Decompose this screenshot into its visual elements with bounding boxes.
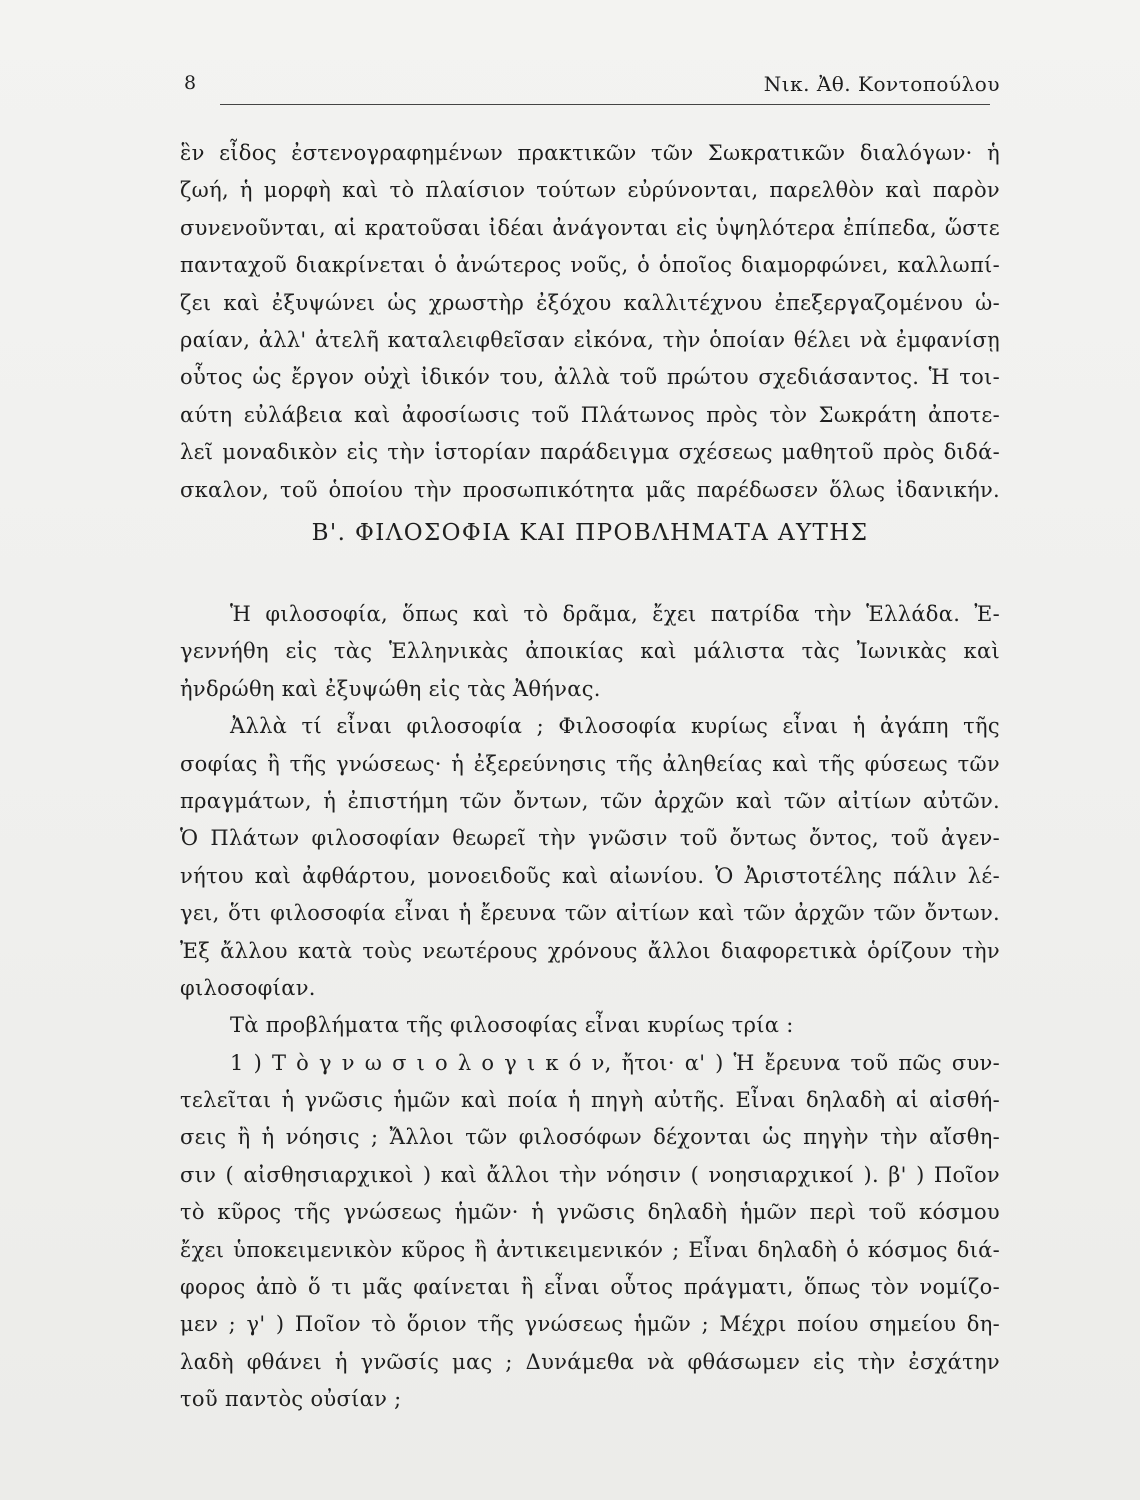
text-line: τελεῖται ἡ γνῶσις ἡμῶν καὶ ποία ἡ πηγὴ αὐτῆς. Εἶναι δηλαδὴ αἱ αἰσθή-	[180, 1088, 1000, 1113]
text-line: Ἡ φιλοσοφία, ὅπως καὶ τὸ δρᾶμα, ἔχει πατρίδα τὴν Ἑλλάδα. Ἐ-	[230, 602, 1000, 626]
text-line: ἔχει ὑποκειμενικὸν κῦρος ἢ ἀντικειμενικόν ; Εἶναι δηλαδὴ ὁ κόσμος διά-	[180, 1237, 1000, 1262]
text-line: ἓν εἶδος ἐστενογραφημένων πρακτικῶν τῶν Σωκρατικῶν διαλόγων· ἡ	[180, 141, 1000, 165]
text-line: Ἐξ ἄλλου κατὰ τοὺς νεωτέρους χρόνους ἄλλοι διαφορετικὰ ὁρίζουν τὴν	[180, 938, 1000, 963]
paragraph-continuation	[180, 135, 1000, 509]
text-line: μεν ; γ' ) Ποῖον τὸ ὅριον τῆς γνώσεως ἡμῶν ; Μέχρι ποίου σημείου δη-	[180, 1312, 1000, 1337]
page-number: 8	[184, 72, 197, 94]
text-line: σιν ( αἰσθησιαρχικοὶ ) καὶ ἄλλοι τὴν νόησιν ( νοησιαρχικοί ). β' ) Ποῖον	[180, 1162, 1000, 1187]
text-line: γει, ὅτι φιλοσοφία εἶναι ἡ ἔρευνα τῶν αἰτίων καὶ τῶν ἀρχῶν τῶν ὄντων.	[180, 901, 1000, 926]
section-body	[180, 596, 1000, 1419]
text-line: πραγμάτων, ἡ ἐπιστήμη τῶν ὄντων, τῶν ἀρχῶν καὶ τῶν αἰτίων αὐτῶν.	[180, 788, 1000, 813]
header-rule	[220, 104, 990, 105]
running-title: Νικ. Ἀθ. Κοντοπούλου	[763, 72, 1000, 96]
text-line: οὗτος ὡς ἔργον οὐχὶ ἰδικόν του, ἀλλὰ τοῦ πρώτου σχεδιάσαντος. Ἡ τοι-	[180, 365, 1000, 390]
text-line: σοφίας ἢ τῆς γνώσεως· ἡ ἐξερεύνησις τῆς ἀληθείας καὶ τῆς φύσεως τῶν	[180, 751, 1000, 776]
text-line: φιλοσοφίαν.	[180, 975, 316, 1000]
text-line: ἠνδρώθη καὶ ἐξυψώθη εἰς τὰς Ἀθήνας.	[180, 676, 601, 701]
text-line: ραίαν, ἀλλ' ἀτελῆ καταλειφθεῖσαν εἰκόνα, τὴν ὁποίαν θέλει νὰ ἐμφανίσῃ	[180, 327, 1000, 352]
text-line: τοῦ παντὸς οὐσίαν ;	[180, 1387, 402, 1412]
text-line: σκαλον, τοῦ ὁποίου τὴν προσωπικότητα μᾶς παρέδωσεν ὅλως ἰδανικήν.	[180, 477, 1000, 502]
text-line: Ἀλλὰ τί εἶναι φιλοσοφία ; Φιλοσοφία κυρίως εἶναι ἡ ἀγάπη τῆς	[230, 714, 1000, 739]
text-line: 1 ) Τ ὸ γ ν ω σ ι ο λ ο γ ι κ ό ν, ἤτοι· α' ) Ἡ ἔρευνα τοῦ πῶς συν-	[230, 1050, 1000, 1075]
text-line: νήτου καὶ ἀφθάρτου, μονοειδοῦς καὶ αἰωνίου. Ὁ Ἀριστοτέλης πάλιν λέ-	[180, 863, 1000, 888]
text-line: ζωή, ἡ μορφὴ καὶ τὸ πλαίσιον τούτων εὐρύνονται, παρελθὸν καὶ παρὸν	[180, 178, 1000, 203]
text-line: γεννήθη εἰς τὰς Ἑλληνικὰς ἀποικίας καὶ μάλιστα τὰς Ἰωνικὰς καὶ	[180, 639, 1000, 664]
running-head	[180, 72, 1000, 102]
text-line: σεις ἢ ἡ νόησις ; Ἄλλοι τῶν φιλοσόφων δέχονται ὡς πηγὴν τὴν αἴσθη-	[180, 1125, 1000, 1150]
text-line: Ὁ Πλάτων φιλοσοφίαν θεωρεῖ τὴν γνῶσιν τοῦ ὄντως ὄντος, τοῦ ἀγεν-	[180, 826, 1000, 851]
section-heading: Β'. ΦΙΛΟΣΟΦΙΑ ΚΑΙ ΠΡΟΒΛΗΜΑΤΑ ΑΥΤΗΣ	[311, 520, 869, 546]
text-line: συνενοῦνται, αἱ κρατοῦσαι ἰδέαι ἀνάγονται εἰς ὑψηλότερα ἐπίπεδα, ὥστε	[180, 215, 1000, 240]
text-line: αύτη εὐλάβεια καὶ ἀφοσίωσις τοῦ Πλάτωνος πρὸς τὸν Σωκράτη ἀποτε-	[180, 402, 1000, 427]
text-line: ζει καὶ ἐξυψώνει ὡς χρωστὴρ ἐξόχου καλλιτέχνου ἐπεξεργαζομένου ὡ-	[180, 290, 1000, 315]
text-line: λεῖ μοναδικὸν εἰς τὴν ἱστορίαν παράδειγμα σχέσεως μαθητοῦ πρὸς διδά-	[180, 440, 1000, 465]
text-line: λαδὴ φθάνει ἡ γνῶσίς μας ; Δυνάμεθα νὰ φθάσωμεν εἰς τὴν ἐσχάτην	[180, 1349, 1000, 1374]
text-line: φορος ἀπὸ ὅ τι μᾶς φαίνεται ἢ εἶναι οὗτος πράγματι, ὅπως τὸν νομίζο-	[180, 1275, 1000, 1300]
text-line: πανταχοῦ διακρίνεται ὁ ἀνώτερος νοῦς, ὁ ὁποῖος διαμορφώνει, καλλωπί-	[180, 253, 1000, 278]
text-line: τὸ κῦρος τῆς γνώσεως ἡμῶν· ἡ γνῶσις δηλαδὴ ἡμῶν περὶ τοῦ κόσμου	[180, 1200, 1000, 1225]
text-line: Τὰ προβλήματα τῆς φιλοσοφίας εἶναι κυρίως τρία :	[230, 1013, 794, 1038]
